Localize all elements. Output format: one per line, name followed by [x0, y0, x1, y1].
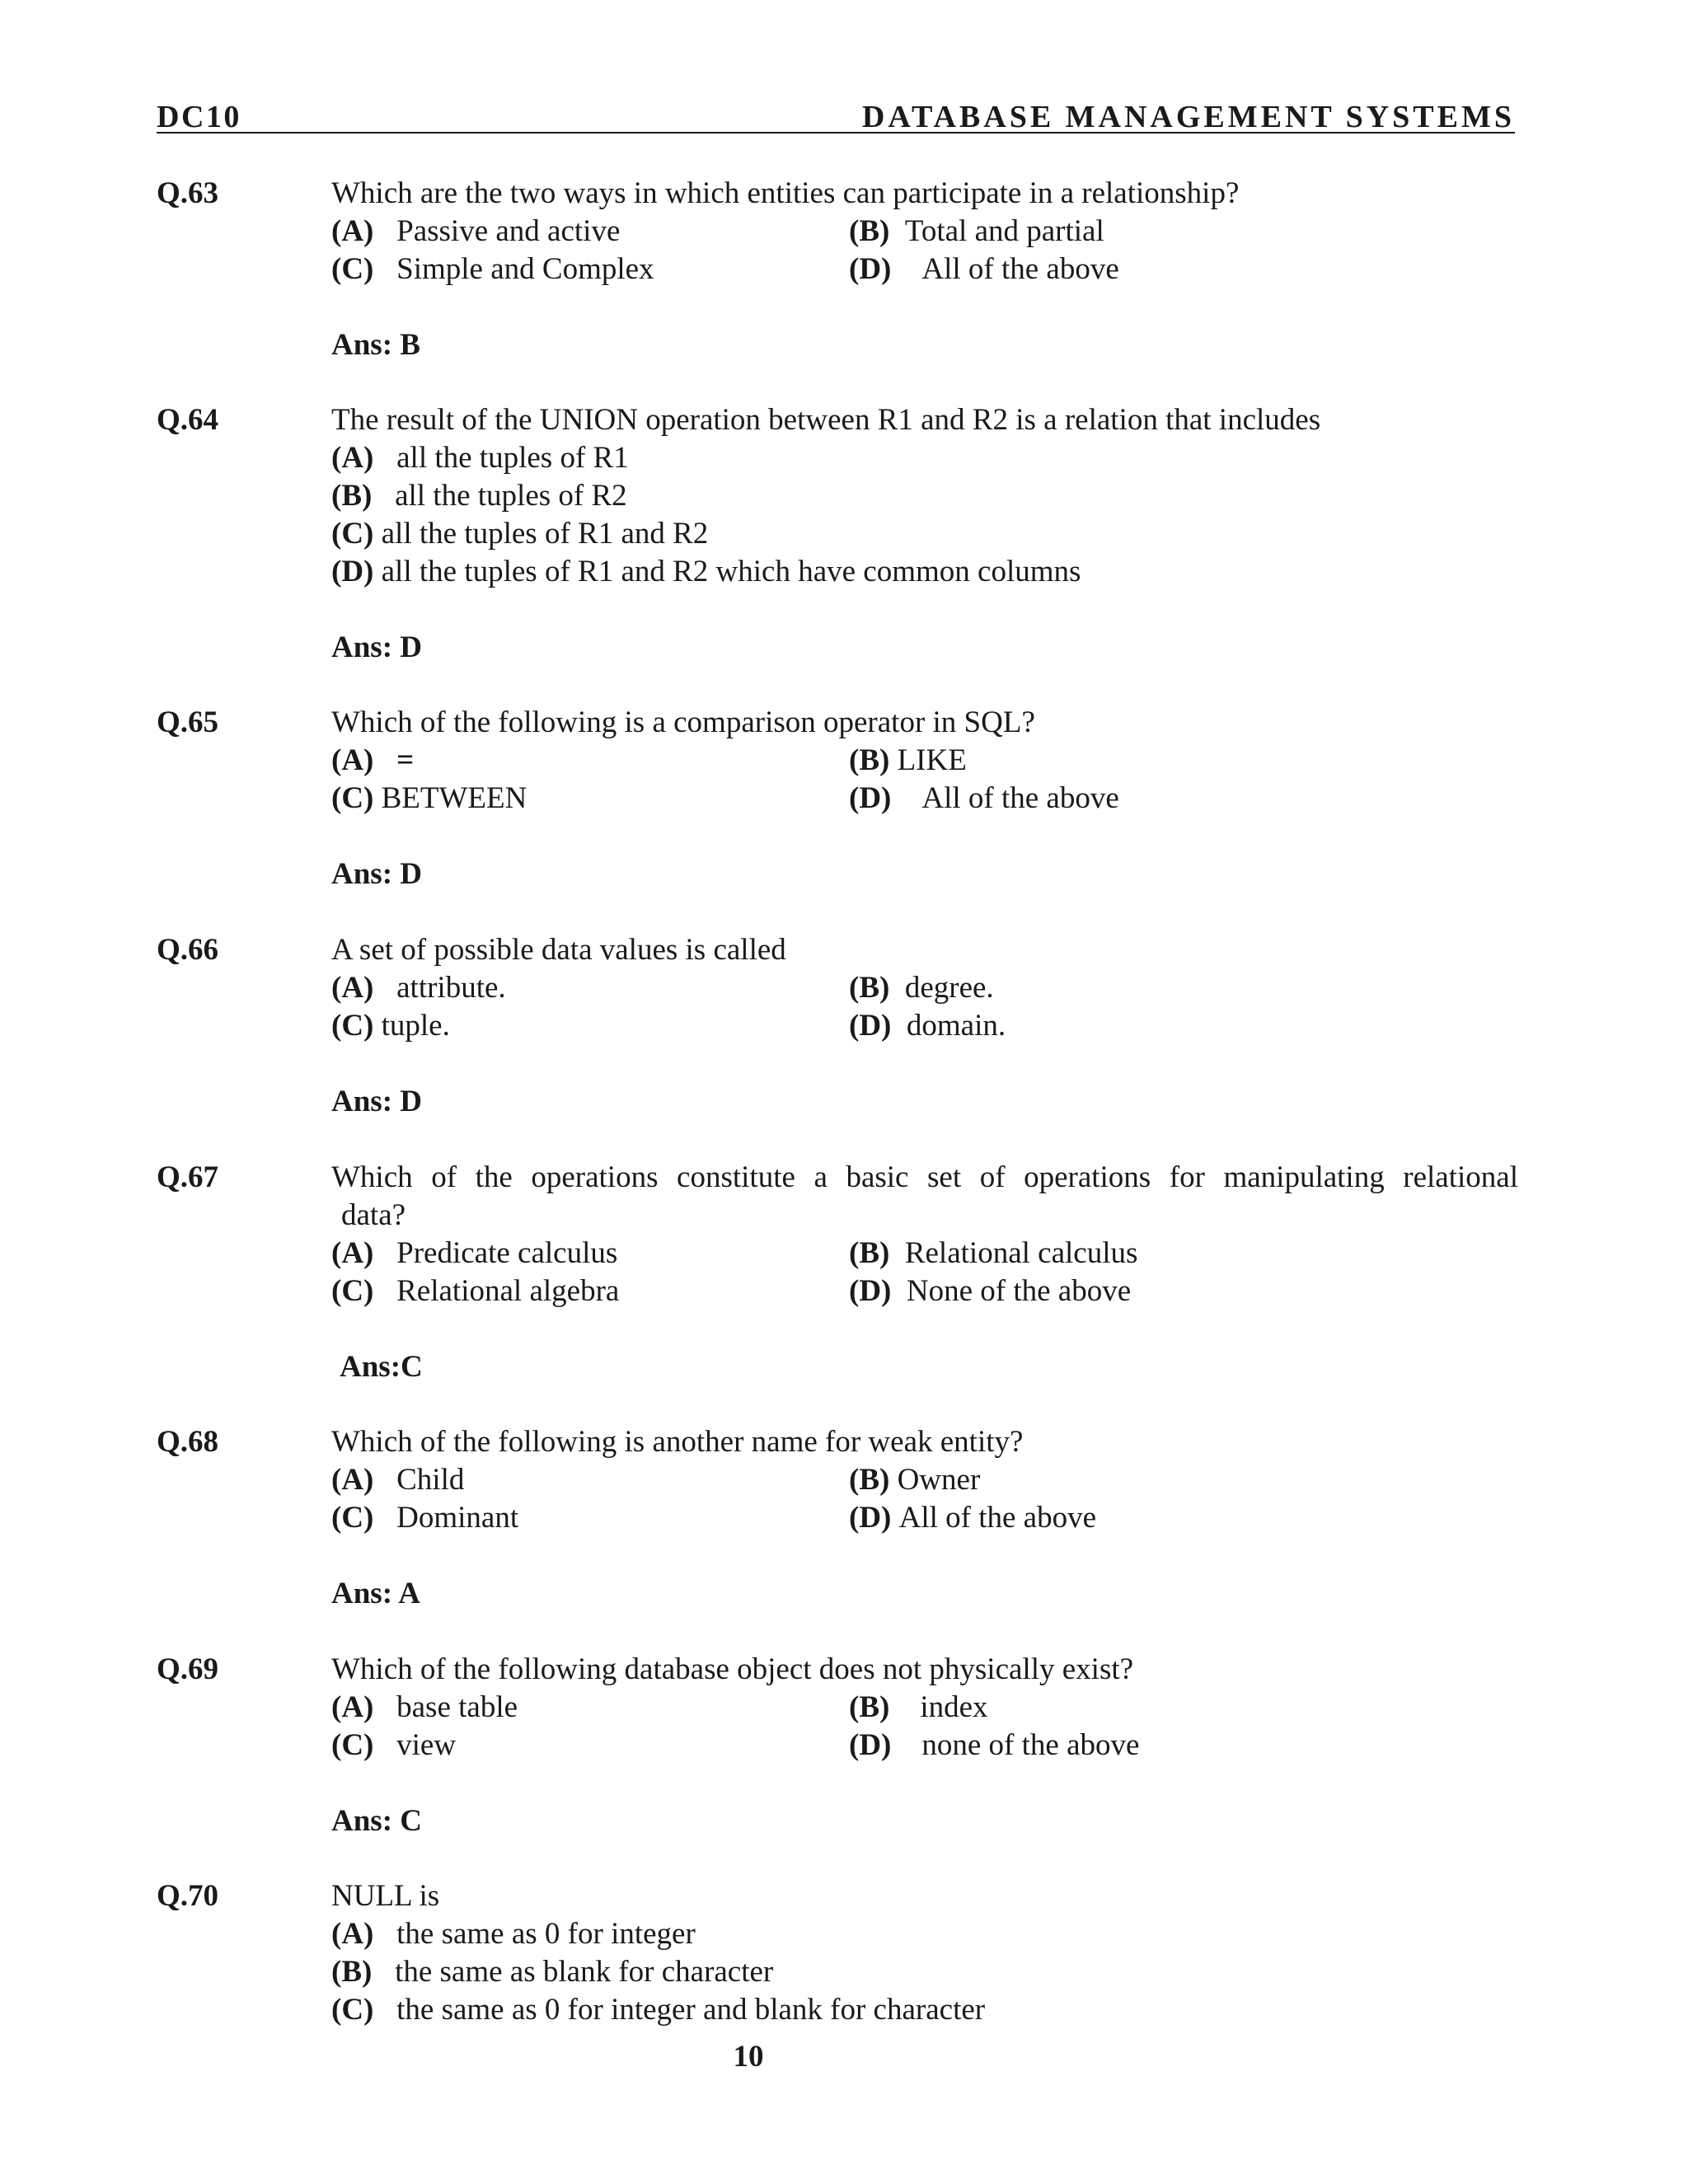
option-a: (A) base table: [331, 1690, 518, 1724]
option-b: (B) the same as blank for character: [331, 1955, 774, 1989]
option-c: (C) all the tuples of R1 and R2: [331, 517, 709, 551]
option-c: (C) Dominant: [331, 1501, 519, 1535]
option-c: (C) Relational algebra: [331, 1274, 620, 1308]
option-a: (A) Predicate calculus: [331, 1236, 618, 1270]
question-number: Q.64: [157, 403, 219, 437]
option-c: (C) tuple.: [331, 1009, 450, 1043]
option-b: (B) all the tuples of R2: [331, 479, 627, 513]
option-d: (D) none of the above: [849, 1728, 1140, 1762]
option-b: (B) Relational calculus: [849, 1236, 1138, 1270]
option-a: (A) all the tuples of R1: [331, 441, 629, 475]
question-text: NULL is: [331, 1879, 440, 1913]
answer: Ans:C: [340, 1350, 423, 1384]
option-c: (C) view: [331, 1728, 457, 1762]
option-c: (C) BETWEEN: [331, 781, 528, 815]
question-text: Which of the following is a comparison operator in SQL?: [331, 705, 1035, 739]
option-a: (A) Passive and active: [331, 214, 621, 248]
option-d: (D) All of the above: [849, 781, 1119, 815]
question-number: Q.65: [157, 705, 219, 739]
option-a: (A) =: [331, 743, 415, 777]
question-number: Q.68: [157, 1425, 219, 1459]
question-text: A set of possible data values is called: [331, 933, 786, 967]
question-text: Which of the following is another name for weak entity?: [331, 1425, 1024, 1459]
question-text: The result of the UNION operation between R1 and R2 is a relation that includes: [331, 403, 1321, 437]
subject-title: DATABASE MANAGEMENT SYSTEMS: [861, 100, 1515, 134]
option-d: (D) domain.: [849, 1009, 1006, 1043]
page-number: 10: [733, 2040, 764, 2074]
option-c: (C) the same as 0 for integer and blank for character: [331, 1993, 986, 2027]
question-text: Which are the two ways in which entities can participate in a relationship?: [331, 176, 1240, 210]
option-c: (C) Simple and Complex: [331, 252, 654, 286]
option-b: (B) degree.: [849, 971, 994, 1005]
answer: Ans: D: [331, 630, 422, 664]
option-d: (D) All of the above: [849, 1501, 1097, 1535]
option-b: (B) Owner: [849, 1463, 981, 1497]
option-d: (D) all the tuples of R1 and R2 which have common columns: [331, 555, 1081, 588]
page-header: [157, 97, 1515, 134]
option-a: (A) attribute.: [331, 971, 506, 1005]
answer: Ans: D: [331, 1085, 422, 1118]
option-b: (B) LIKE: [849, 743, 967, 777]
answer: Ans: C: [331, 1804, 422, 1838]
option-d: (D) None of the above: [849, 1274, 1132, 1308]
question-text: Which of the operations constitute a basic set of operations for manipulating relational: [331, 1160, 1518, 1194]
question-text-continued: data?: [341, 1198, 406, 1232]
option-b: (B) index: [849, 1690, 988, 1724]
question-number: Q.69: [157, 1652, 219, 1686]
course-code: DC10: [157, 100, 241, 134]
question-number: Q.63: [157, 176, 219, 210]
answer: Ans: A: [331, 1577, 420, 1610]
question-number: Q.66: [157, 933, 219, 967]
answer: Ans: B: [331, 328, 420, 362]
option-b: (B) Total and partial: [849, 214, 1104, 248]
option-d: (D) All of the above: [849, 252, 1119, 286]
answer: Ans: D: [331, 857, 422, 891]
question-text: Which of the following database object does not physically exist?: [331, 1652, 1134, 1686]
option-a: (A) Child: [331, 1463, 465, 1497]
option-a: (A) the same as 0 for integer: [331, 1917, 696, 1951]
question-number: Q.70: [157, 1879, 219, 1913]
question-number: Q.67: [157, 1160, 219, 1194]
